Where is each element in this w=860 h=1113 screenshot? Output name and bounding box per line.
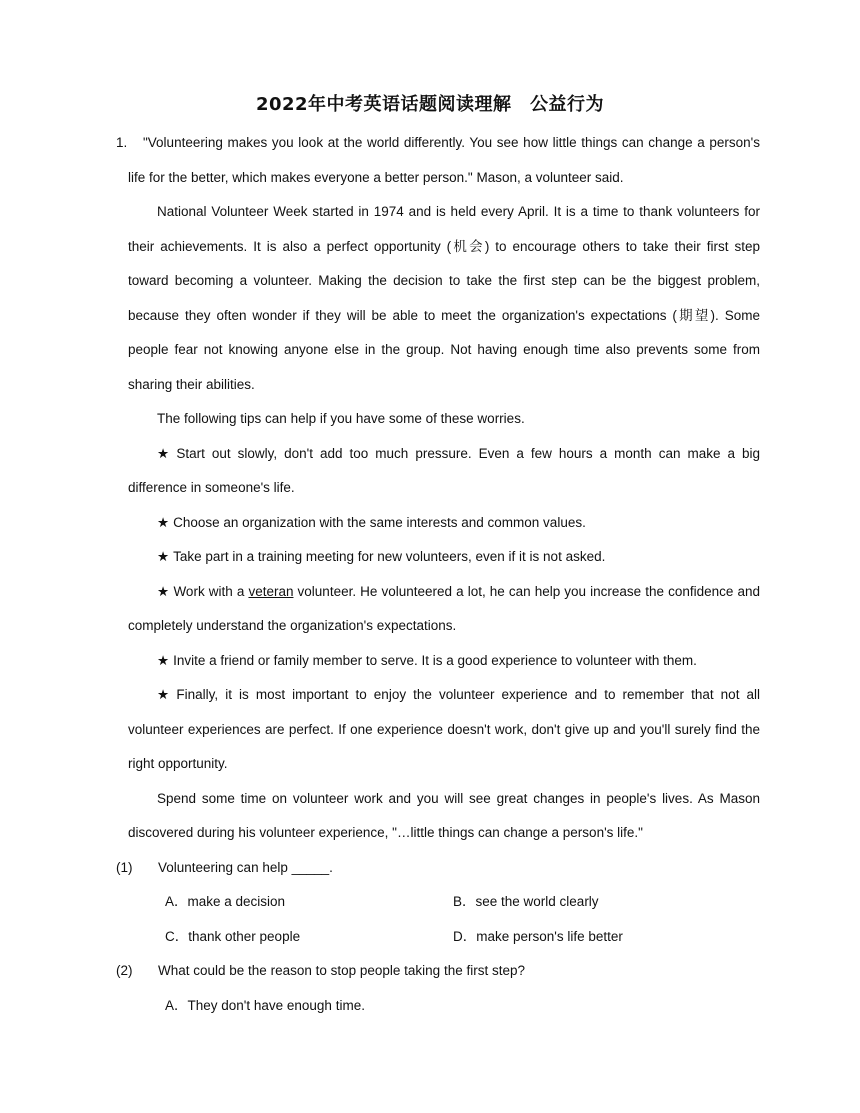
- star-icon: ★: [157, 687, 173, 703]
- options-row: [128, 885, 760, 920]
- tip-item: [128, 575, 760, 644]
- option-c: C．thank other people: [165, 928, 301, 944]
- question-number: (1): [116, 859, 133, 875]
- option-a: A．make a decision: [165, 894, 286, 909]
- option-b: B．see the world clearly: [453, 894, 599, 909]
- options-row: [128, 920, 760, 955]
- tip-text-after: volunteer. He volunteered a lot, he can help you increase the confidence and completely understand the organization's expectations.: [128, 583, 760, 633]
- question-number: 1.: [116, 135, 128, 150]
- tip-text: Take part in a training meeting for new volunteers, even if it is not asked.: [173, 549, 606, 564]
- paragraph-intro-quote: [116, 126, 760, 195]
- tip-item: [128, 678, 760, 782]
- question-number: (2): [116, 963, 133, 978]
- tip-text: Choose an organization with the same interests and common values.: [173, 514, 586, 530]
- underlined-word: veteran: [248, 583, 294, 599]
- tip-item: [128, 540, 760, 575]
- question-2: [116, 954, 760, 989]
- question-text: Volunteering can help _____.: [158, 859, 333, 875]
- paragraph-tips-intro: The following tips can help if you have some of these worries.: [157, 411, 525, 426]
- document-title: 2022年中考英语话题阅读理解 公益行为: [255, 94, 605, 115]
- tip-text-before: Work with a: [173, 583, 245, 599]
- tip-text: Start out slowly, don't add too much pressure. Even a few hours a month can make a big difference in someone's life.: [128, 445, 760, 495]
- paragraph-intro-text: "Volunteering makes you look at the world differently. You see how little things can change a person's life for the better, which makes everyone a better person." Mason, a volunteer said.: [128, 135, 760, 185]
- star-icon: ★: [157, 445, 173, 462]
- tip-item: [128, 506, 760, 541]
- option-a: A．They don't have enough time.: [165, 997, 365, 1013]
- tip-text: Invite a friend or family member to serve. It is a good experience to volunteer with them.: [173, 652, 697, 668]
- tip-item: [128, 437, 760, 506]
- paragraph-conclusion: Spend some time on volunteer work and you will see great changes in people's lives. As Mason discovered during his volunteer experience, "…little things can change a person's life.": [128, 790, 760, 840]
- question-text: What could be the reason to stop people taking the first step?: [158, 963, 525, 978]
- star-icon: ★: [157, 549, 170, 565]
- option-d: D．make person's life better: [453, 928, 623, 944]
- tip-item: [128, 644, 760, 679]
- star-icon: ★: [157, 652, 170, 669]
- star-icon: ★: [157, 514, 170, 531]
- question-1: [116, 851, 760, 886]
- tip-text: Finally, it is most important to enjoy the volunteer experience and to remember that not all volunteer experiences are perfect. If one experience doesn't work, don't give up and you'll surely find the right opportunity.: [128, 687, 761, 771]
- passage-body: [116, 126, 761, 1023]
- paragraph-volunteer-week: National Volunteer Week started in 1974 and is held every April. It is a time to thank volunteers for their achievements. It is also a perfect opportunity (机会) to encourage others to take their first step toward becoming a volunteer. Making the decision to take the first step can be the biggest problem, because they often wonder if they will be able to meet the organization's expectations (期望). Some people fear not knowing anyone else in the group. Not having enough time also prevents some from sharing their abilities.: [128, 204, 760, 392]
- star-icon: ★: [157, 583, 170, 600]
